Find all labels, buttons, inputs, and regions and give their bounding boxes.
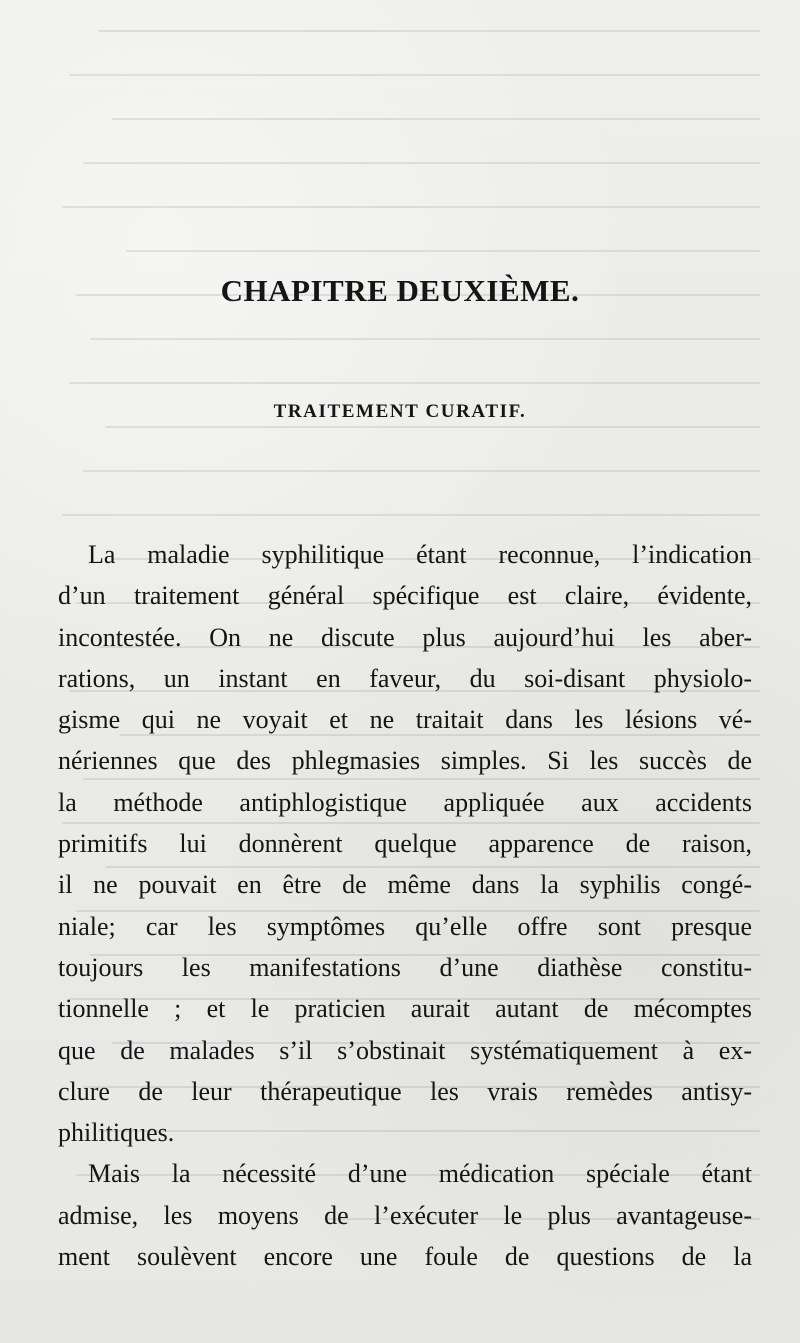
text-line: philitiques. (58, 1118, 175, 1148)
text-line: nériennes que des phlegmasies simples. Si les succès de (58, 746, 752, 776)
text-line: niale; car les symptômes qu’elle offre sont presque (58, 911, 752, 941)
text-line: admise, les moyens de l’exécuter le plus avantageuse- (58, 1200, 752, 1230)
text-line: il ne pouvait en être de même dans la syphilis congé- (58, 870, 752, 900)
text-line: La maladie syphilitique étant reconnue, l’indication (88, 540, 752, 569)
text-line: Mais la nécessité d’une médication spéciale étant (88, 1159, 752, 1189)
text-line: d’un traitement général spécifique est claire, évidente, (58, 581, 752, 611)
text-line: ment soulèvent encore une foule de questions de la (58, 1242, 752, 1272)
text-line: toujours les manifestations d’une diathèse constitu- (58, 952, 752, 982)
body-text (58, 534, 752, 1277)
text-line: tionnelle ; et le praticien aurait autant de mécomptes (58, 994, 752, 1024)
text-line: la méthode antiphlogistique appliquée aux accidents (58, 787, 752, 817)
text-line: rations, un instant en faveur, du soi-disant physiolo- (58, 663, 752, 693)
paragraph-2 (58, 1153, 752, 1277)
text-line: que de malades s’il s’obstinait systématiquement à ex- (58, 1035, 752, 1065)
text-line: primitifs lui donnèrent quelque apparence de raison, (58, 829, 752, 859)
section-title: TRAITEMENT CURATIF. (273, 401, 527, 422)
paragraph-1 (58, 534, 752, 1153)
text-line: gisme qui ne voyait et ne traitait dans les lésions vé- (58, 705, 752, 735)
chapter-title: CHAPITRE DEUXIÈME. (220, 273, 580, 308)
text-line: incontestée. On ne discute plus aujourd’hui les aber- (58, 622, 752, 652)
text-line: clure de leur thérapeutique les vrais remèdes antisy- (58, 1076, 752, 1106)
